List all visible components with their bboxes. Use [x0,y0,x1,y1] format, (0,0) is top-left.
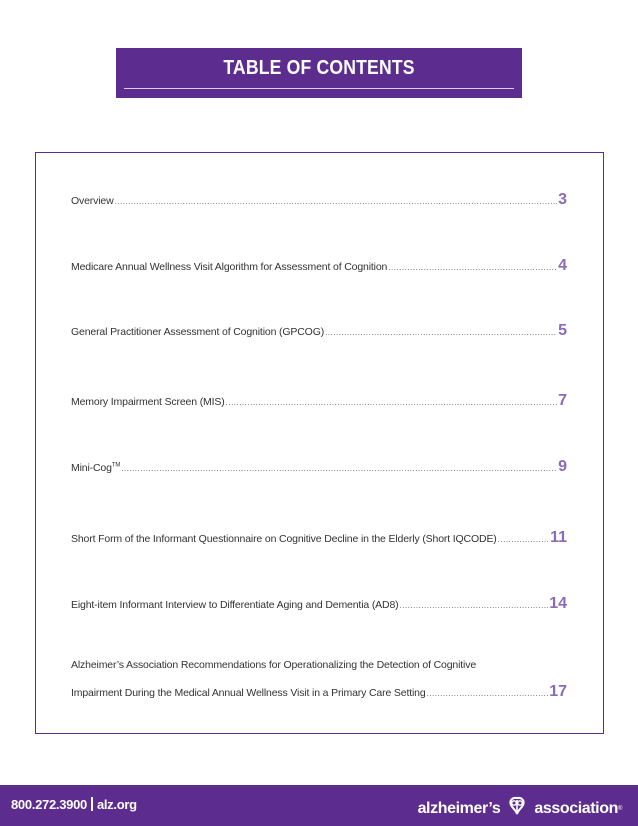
alzheimers-association-logo-icon [505,794,529,823]
toc-entry-label: Medicare Annual Wellness Visit Algorithm for Assessment of Cognition [71,261,388,273]
title-underline [124,88,514,89]
toc-entry-label: Memory Impairment Screen (MIS) [71,396,225,408]
toc-entry-overview[interactable] [71,191,567,209]
toc-entry-medicare-algorithm[interactable] [71,257,567,275]
toc-page-number: 11 [550,529,567,546]
toc-entry-label-line2: Impairment During the Medical Annual Wellness Visit in a Primary Care Setting [71,687,426,699]
toc-entry-label: Mini-Cog™ [71,462,121,474]
toc-page-number: 17 [549,683,567,700]
toc-entry-label: Eight-item Informant Interview to Differentiate Aging and Dementia (AD8) [71,599,399,611]
phone-number[interactable]: 800.272.3900 [11,797,87,812]
toc-entry-mini-cog[interactable] [71,458,567,476]
toc-entry-label: Short Form of the Informant Questionnaire on Cognitive Decline in the Elderly (Short IQCODE) [71,533,497,545]
brand-logo [418,794,622,823]
dot-leader [427,689,549,698]
toc-entry-mis[interactable] [71,392,567,410]
toc-page-number: 9 [558,458,567,475]
dot-leader [498,535,549,544]
dot-leader [226,398,557,407]
dot-leader [388,263,557,272]
brand-name-right: association [534,799,618,817]
toc-page-number: 3 [558,191,567,208]
title-banner [116,48,522,98]
toc-page-number: 5 [558,322,567,339]
toc-entry-label-line1: Alzheimer’s Association Recommendations for Operationalizing the Detection of Cognitive [71,659,477,671]
brand-name-left: alzheimer’s [417,799,501,817]
dot-leader [400,601,549,610]
registered-mark: ® [617,805,622,812]
page-title: TABLE OF CONTENTS [223,57,415,79]
divider [91,797,93,811]
dot-leader [325,328,557,337]
contact-info [11,797,137,812]
trademark-mark: TM [111,462,121,469]
toc-entry-ad8[interactable] [71,595,567,613]
footer-bar [0,785,638,826]
toc-entry-label: General Practitioner Assessment of Cognition (GPCOG) [71,326,325,338]
toc-entry-label: Overview [71,195,114,207]
toc-entry-gpcog[interactable] [71,322,567,340]
toc-page-number: 4 [558,257,567,274]
toc-page-number: 14 [549,595,567,612]
toc-entry-recommendations[interactable] [71,659,567,701]
website-link[interactable]: alz.org [96,797,137,812]
dot-leader [121,464,557,473]
toc-page-number: 7 [558,392,567,409]
dot-leader [115,197,558,206]
table-of-contents [35,152,604,734]
toc-entry-short-iqcode[interactable] [71,529,567,547]
